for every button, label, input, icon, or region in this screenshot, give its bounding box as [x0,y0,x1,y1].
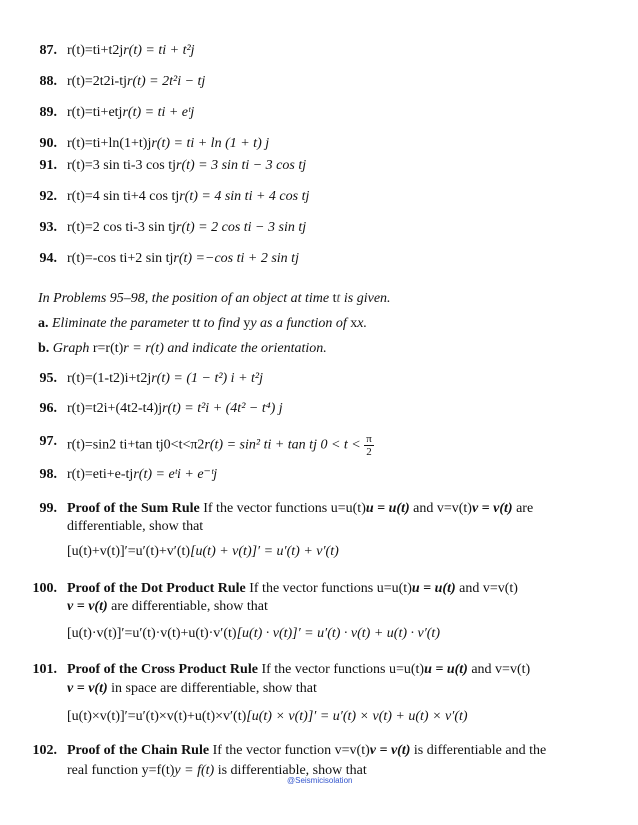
watermark: @Seismicisolation [287,776,353,785]
formula-plain: [u(t)+v(t)]′=u′(t)+v′(t) [67,544,191,559]
and-text: and [467,662,496,677]
problem-number: 99. [39,501,57,516]
problem-text: If the vector functions [245,581,377,596]
part-b-text-2: and indicate the orientation. [163,341,327,356]
problem-body [67,370,263,388]
v-plain: v=v(t) [436,501,472,516]
equation-math: r(t) = sin² ti + tan tj 0 < t < [204,437,361,453]
v-plain: v=v(t) [334,743,370,758]
equation-math: r(t) = 4 sin ti + 4 cos tj [179,189,310,204]
part-a-t-math: t [196,316,201,331]
y-math: y = f(t) [174,763,215,778]
problem-number: 100. [32,581,57,596]
v-math: v = v(t) [67,681,108,696]
equation-plain: r(t)=ti+t2j [67,43,124,58]
problem-body [67,400,283,418]
u-math: u = u(t) [424,662,468,677]
equation-math: r(t) = ti + ln (1 + t) j [151,136,270,151]
y-plain: y=f(t) [141,763,175,778]
problem-text: If the vector functions [257,662,389,677]
problem-number: 102. [32,743,57,758]
problem-body [67,219,306,237]
problem-body [67,73,205,91]
problem-number: 97. [39,434,57,449]
part-a-y-math: y [250,316,257,331]
part-a-label: a. [38,316,49,331]
part-b-label: b. [38,341,50,356]
v-math: v = v(t) [369,743,411,758]
u-plain: u=u(t) [376,581,412,596]
and-text: and [455,581,483,596]
problem-text: differentiable, show that [67,519,204,534]
problem-text-2: is differentiable and the [410,743,547,758]
problem-number: 96. [39,401,57,416]
v-plain: v=v(t) [495,662,531,677]
equation-plain: r(t)=-cos ti+2 sin tj [67,251,174,266]
part-b-math: r = r(t) [123,341,164,356]
equation-plain: r(t)=sin2 ti+tan tj0<t<π2 [67,437,205,453]
problem-number: 91. [39,158,57,173]
equation-plain: r(t)=2 cos ti-3 sin tj [67,220,176,235]
v-plain: v=v(t) [482,581,518,596]
problem-body [67,188,309,206]
v-math: v = v(t) [471,501,513,516]
intro-t-math: t [336,291,341,306]
equation-plain: r(t)=ti+ln(1+t)j [67,136,152,151]
fraction-numerator: π [366,433,372,445]
intro-t-plain: t [332,291,337,306]
equation-plain: r(t)=t2i+(4t2-t4)j [67,401,163,416]
equation-plain: r(t)=(1-t2)i+t2j [67,371,152,386]
equation-math: r(t) = 2t²i − tj [127,74,206,89]
equation-math: r(t) = eᵗi + e⁻ᵗj [133,467,218,482]
u-plain: u=u(t) [388,662,425,677]
fraction [364,433,374,458]
problem-number: 92. [39,189,57,204]
problem-number: 94. [39,251,57,266]
part-b-text-1: Graph [52,341,93,356]
are-text: are [512,501,534,516]
problem-text: If the vector function [209,743,335,758]
problem-text: are differentiable, show that [107,599,268,614]
intro-text-2: is given. [340,291,391,306]
problem-number: 90. [39,136,57,151]
problem-text: If the vector functions [199,501,331,516]
u-math: u = u(t) [365,501,410,516]
equation-plain: r(t)=eti+e-tj [67,467,134,482]
problem-text: real function [67,763,142,778]
equation-math: r(t) = 3 sin ti − 3 cos tj [176,158,307,173]
u-math: u = u(t) [411,581,456,596]
problem-title: Proof of the Sum Rule [67,501,200,516]
equation-plain: r(t)=3 sin ti-3 cos tj [67,158,176,173]
problem-number: 89. [39,105,57,120]
problem-number: 98. [39,467,57,482]
problem-body [67,135,269,153]
v-math: v = v(t) [67,599,108,614]
formula-math: [u(t) + v(t)]′ = u′(t) + v′(t) [190,544,339,559]
part-a-text-1: Eliminate the parameter [52,316,193,331]
part-a-x-math: x. [357,316,367,331]
equation-math: r(t) = t²i + (4t² − t⁴) j [162,401,283,416]
equation-math: r(t) = ti + t²j [123,43,195,58]
problem-body [67,433,374,458]
problem-text: in space are differentiable, show that [107,681,317,696]
formula-math: [u(t) × v(t)]′ = u′(t) × v(t) + u(t) × v′(t) [246,709,468,724]
problem-title: Proof of the Chain Rule [67,743,210,758]
problem-title: Proof of the Dot Product Rule [67,581,246,596]
formula-plain: [u(t)·v(t)]′=u′(t)·v(t)+u(t)·v′(t) [67,626,237,641]
formula-math: [u(t) · v(t)]′ = u′(t) · v(t) + u(t) · v′(t) [236,626,440,641]
equation-math: r(t) = (1 − t²) i + t²j [151,371,263,386]
equation-plain: r(t)=ti+etj [67,105,123,120]
u-plain: u=u(t) [330,501,366,516]
and-text: and [409,501,437,516]
part-a-x-plain: x [350,316,358,331]
intro-text-1: In Problems 95–98, the position of an object at time [38,291,333,306]
problem-number: 88. [39,74,57,89]
part-b-plain: r=r(t) [92,341,124,356]
formula-plain: [u(t)×v(t)]′=u′(t)×v(t)+u(t)×v′(t) [67,709,247,724]
equation-math: r(t) = 2 cos ti − 3 sin tj [176,220,307,235]
problem-body [67,466,217,484]
part-a-t-plain: t [192,316,197,331]
fraction-denominator: 2 [366,446,372,458]
problem-number: 87. [39,43,57,58]
problem-body [67,104,194,122]
part-a-text-3: as a function of [256,316,351,331]
equation-plain: r(t)=4 sin ti+4 cos tj [67,189,180,204]
problem-number: 93. [39,220,57,235]
part-a-y-plain: y [243,316,251,331]
problem-text-2: is differentiable, show that [214,763,367,778]
equation-plain: r(t)=2t2i-tj [67,74,127,89]
problem-body [67,250,299,268]
equation-math: r(t) = ti + eᵗj [122,105,195,120]
problem-title: Proof of the Cross Product Rule [67,662,258,677]
problem-body [67,42,195,60]
equation-math: r(t) =−cos ti + 2 sin tj [173,251,299,266]
problem-number: 101. [32,662,57,677]
part-a-text-2: to find [200,316,244,331]
problem-number: 95. [39,371,57,386]
problem-body [67,157,306,175]
